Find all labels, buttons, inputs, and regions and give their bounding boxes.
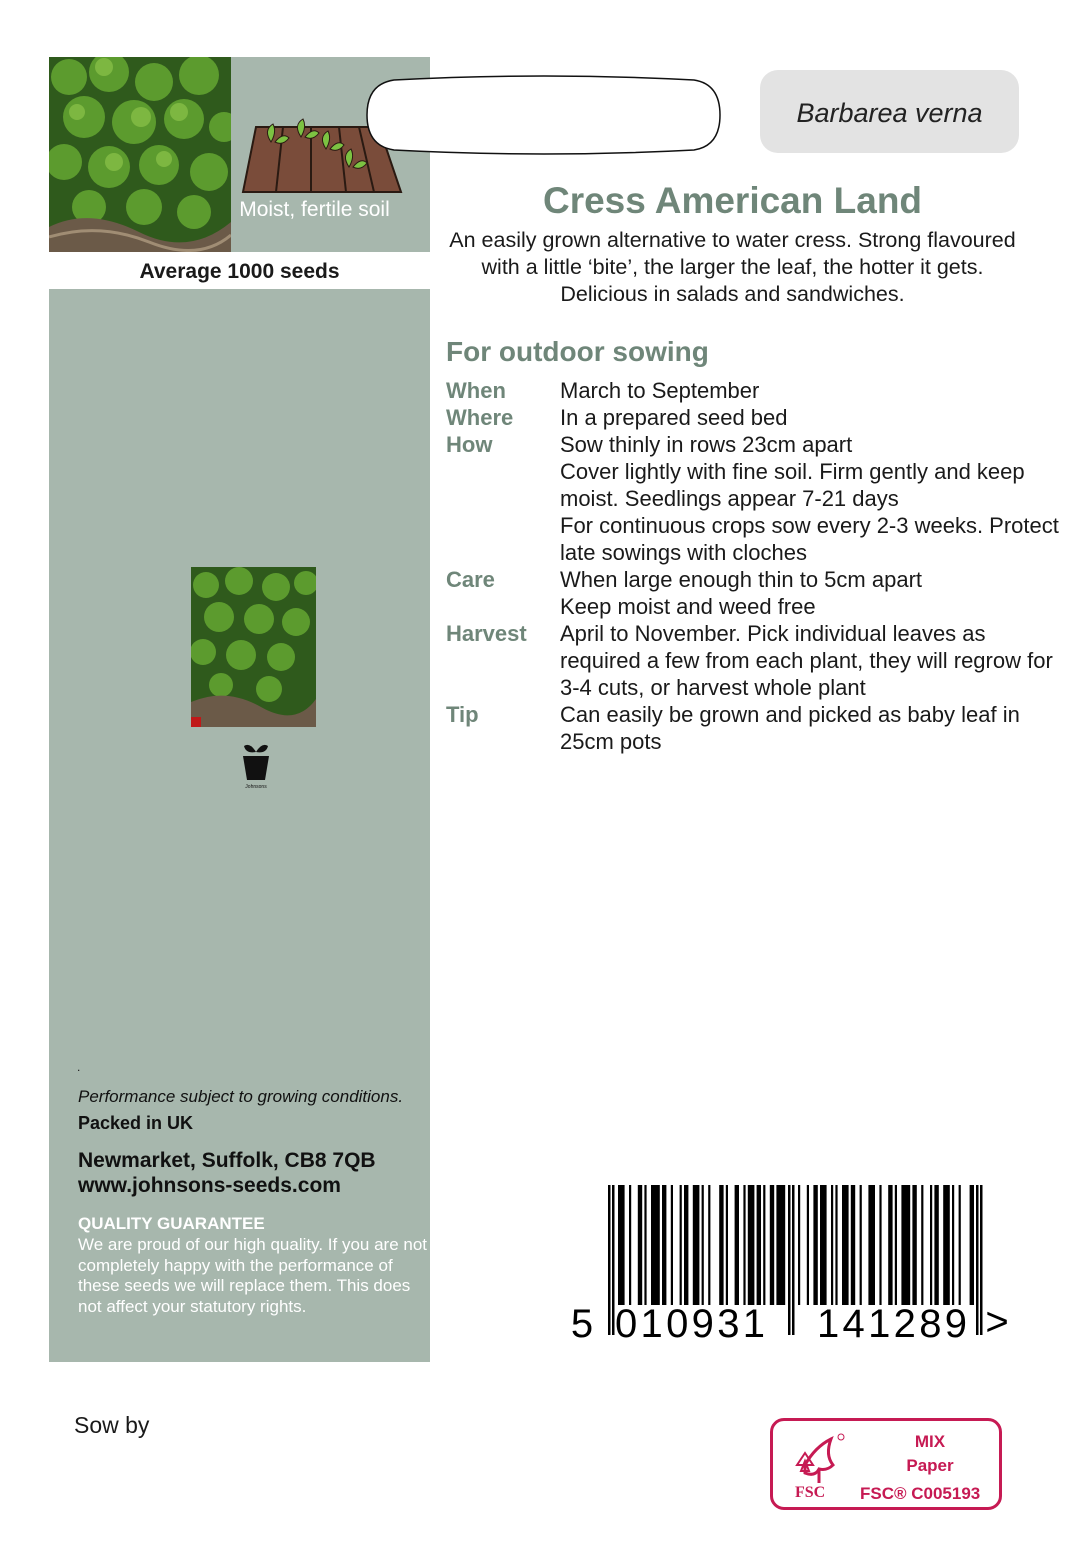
performance-note: Performance subject to growing conditions. [78, 1087, 404, 1106]
barcode-guard-bar [792, 1185, 795, 1335]
quality-title: QUALITY GUARANTEE [78, 1214, 265, 1233]
cress-thumbnail [191, 567, 316, 727]
barcode-bar [912, 1185, 916, 1305]
row-text: When large enough thin to 5cm apart Keep moist and weed free [560, 567, 923, 619]
barcode-bar [680, 1185, 682, 1305]
fsc-word: FSC [795, 1484, 826, 1501]
barcode-bar [868, 1185, 875, 1305]
product-description: An easily grown alternative to water cress. Strong flavoured with a little ‘bite’, the larger the leaf, the hotter it gets. Delicious in salads and sandwiches. [449, 228, 1016, 306]
barcode-bar [895, 1185, 897, 1305]
product-title: Cress American Land [542, 180, 923, 221]
barcode-bar [693, 1185, 700, 1305]
fsc-paper: Paper [906, 1456, 954, 1475]
cress-photo [49, 57, 231, 252]
barcode-bar [943, 1185, 950, 1305]
fsc-mix: MIX [914, 1432, 946, 1451]
barcode [572, 1185, 1012, 1345]
barcode-bar [934, 1185, 938, 1305]
barcode-bar [959, 1185, 961, 1305]
price-oval [364, 74, 723, 157]
latin-name: Barbarea verna [760, 70, 1019, 153]
barcode-guard-bar [980, 1185, 983, 1335]
barcode-guard-bar [608, 1185, 611, 1335]
fsc-code: FSC® C005193 [860, 1484, 981, 1503]
row-text: Sow thinly in rows 23cm apart Cover lightly with fine soil. Firm gently and keep moist. Seedlings appear 7-21 days For continuous crops sow every 2-3 weeks. Protect late sowings with cloches [560, 432, 1059, 565]
johnsons-logo [239, 742, 273, 790]
barcode-bar [702, 1185, 704, 1305]
barcode-bar [842, 1185, 849, 1305]
barcode-bar [831, 1185, 833, 1305]
sow-by-label: Sow by [74, 1412, 150, 1438]
seed-count: Average 1000 seeds [49, 252, 430, 289]
barcode-bar [820, 1185, 827, 1305]
svg-text:Johnsons: Johnsons [245, 784, 267, 790]
barcode-bar [618, 1185, 625, 1305]
barcode-bar [748, 1185, 755, 1305]
barcode-bar [921, 1185, 923, 1305]
barcode-bar [798, 1185, 800, 1305]
barcode-group-right: 141289 [817, 1302, 967, 1345]
row-label: Care [446, 567, 495, 592]
row-label: When [446, 378, 506, 403]
barcode-bar [888, 1185, 892, 1305]
barcode-bar [757, 1185, 761, 1305]
barcode-bar [807, 1185, 809, 1305]
barcode-bar [851, 1185, 855, 1305]
barcode-bar [860, 1185, 862, 1305]
barcode-bar [901, 1185, 910, 1305]
quality-text: We are proud of our high quality. If you are not completely happy with the performance of these seeds we will replace them. This does not affect your statutory rights. [78, 1235, 428, 1316]
row-label: Where [446, 405, 514, 430]
sowing-heading: For outdoor sowing [446, 336, 709, 367]
website: www.johnsons-seeds.com [78, 1174, 341, 1197]
barcode-bar [776, 1185, 785, 1305]
dot-mark: . [77, 1060, 81, 1074]
barcode-bar [708, 1185, 710, 1305]
barcode-lead-digit: 5 [572, 1302, 594, 1345]
barcode-guard-bar [976, 1185, 979, 1335]
barcode-bar [735, 1185, 739, 1305]
soil-label: Moist, fertile soil [239, 198, 390, 221]
barcode-bar [770, 1185, 774, 1305]
barcode-bar [726, 1185, 728, 1305]
barcode-bar [684, 1185, 688, 1305]
packed-in: Packed in UK [78, 1113, 194, 1133]
row-label: How [446, 432, 493, 457]
row-text: March to September [560, 378, 760, 403]
barcode-bar [813, 1185, 817, 1305]
row-text: Can easily be grown and picked as baby leaf in 25cm pots [560, 702, 1020, 754]
address-line: Newmarket, Suffolk, CB8 7QB [78, 1149, 376, 1172]
row-label: Tip [446, 702, 479, 727]
barcode-guard-bar [788, 1185, 791, 1335]
barcode-bar [671, 1185, 673, 1305]
barcode-bar [629, 1185, 631, 1305]
barcode-bar [879, 1185, 881, 1305]
barcode-bar [644, 1185, 646, 1305]
barcode-bar [970, 1185, 974, 1305]
barcode-bar [743, 1185, 745, 1305]
barcode-bar [763, 1185, 765, 1305]
barcode-bar [719, 1185, 723, 1305]
barcode-bar [952, 1185, 954, 1305]
barcode-bar [835, 1185, 837, 1305]
row-label: Harvest [446, 621, 527, 646]
barcode-group-left: 010931 [615, 1302, 765, 1345]
address [78, 1148, 376, 1198]
barcode-end-mark: > [985, 1300, 1009, 1344]
row-text: April to November. Pick individual leaves as required a few from each plant, they will regrow for 3-4 cuts, or harvest whole plant [560, 621, 1053, 700]
barcode-bar [638, 1185, 642, 1305]
barcode-bar [930, 1185, 932, 1305]
barcode-bar [662, 1185, 666, 1305]
row-text: In a prepared seed bed [560, 405, 788, 430]
barcode-bar [651, 1185, 660, 1305]
